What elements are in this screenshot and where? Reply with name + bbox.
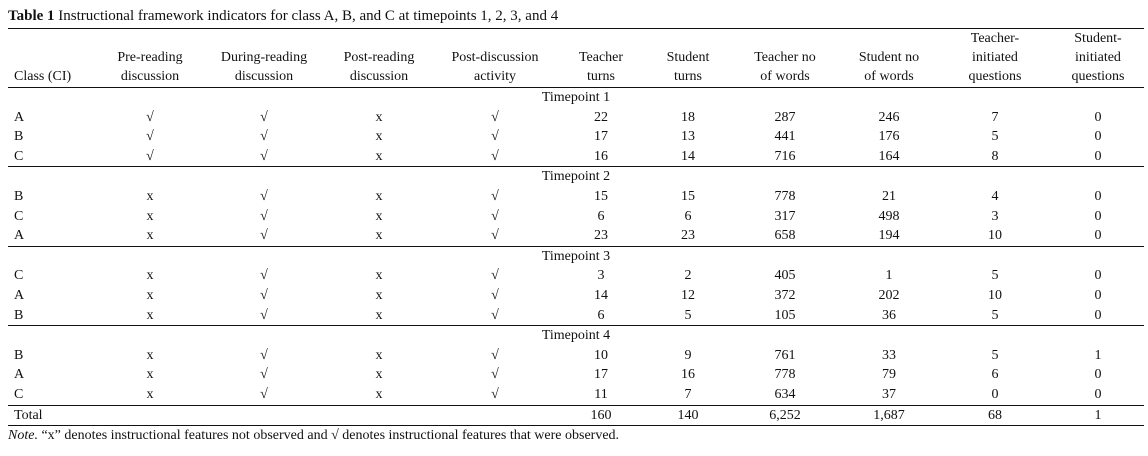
count-cell: 6 <box>991 367 999 383</box>
indicator-cell: x <box>146 188 154 204</box>
class-cell: B <box>14 307 24 323</box>
indicator-cell: x <box>146 208 154 224</box>
indicator-cell: √ <box>491 347 499 363</box>
indicator-cell: √ <box>146 129 154 145</box>
total-cell: 160 <box>556 405 646 426</box>
count-cell: 5 <box>991 268 999 284</box>
count-cell: 3 <box>597 268 605 284</box>
count-cell: 164 <box>878 148 900 164</box>
count-cell: 5 <box>684 307 692 323</box>
timepoint-label: Timepoint 3 <box>8 246 1144 266</box>
indicator-cell: √ <box>146 109 154 125</box>
indicator-cell: x <box>146 386 154 402</box>
indicator-cell: x <box>375 109 383 125</box>
column-header <box>324 29 434 88</box>
count-cell: 0 <box>1094 228 1102 244</box>
column-header-line: Pre-reading <box>117 50 183 65</box>
class-cell: B <box>14 347 24 363</box>
timepoint-header-row <box>8 167 1144 187</box>
class-cell: A <box>14 287 25 303</box>
indicators-table <box>8 28 1144 426</box>
count-cell: 0 <box>1094 109 1102 125</box>
count-cell: 0 <box>1094 287 1102 303</box>
note-text: “x” denotes instructional features not observed and √ denotes instructional features that were observed. <box>37 428 620 444</box>
count-cell: 0 <box>1094 386 1102 402</box>
count-cell: 37 <box>882 386 896 402</box>
count-cell: 287 <box>774 109 796 125</box>
count-cell: 405 <box>774 268 796 284</box>
count-cell: 17 <box>594 367 608 383</box>
table-row <box>8 226 1144 246</box>
column-header <box>204 29 324 88</box>
table-row <box>8 286 1144 306</box>
indicator-cell: √ <box>146 148 154 164</box>
column-header-line: discussion <box>349 69 409 84</box>
count-cell: 10 <box>594 347 608 363</box>
column-header-line: turns <box>674 69 702 84</box>
indicator-cell: √ <box>260 287 268 303</box>
class-cell: C <box>14 268 24 284</box>
indicator-cell: √ <box>260 129 268 145</box>
column-header-line: Student <box>666 50 710 65</box>
class-cell: B <box>14 188 24 204</box>
count-cell: 14 <box>681 148 695 164</box>
class-cell: A <box>14 109 25 125</box>
table-row <box>8 346 1144 366</box>
count-cell: 658 <box>774 228 796 244</box>
count-cell: 79 <box>882 367 896 383</box>
count-cell: 15 <box>594 188 608 204</box>
indicator-cell: √ <box>491 228 499 244</box>
total-cell: 6,252 <box>730 405 840 426</box>
table-row <box>8 365 1144 385</box>
count-cell: 2 <box>684 268 692 284</box>
timepoint-label: Timepoint 1 <box>541 90 611 105</box>
table-caption <box>8 6 1144 26</box>
total-cell: 140 <box>646 405 730 426</box>
indicator-cell: √ <box>491 109 499 125</box>
count-cell: 0 <box>1094 188 1102 204</box>
note-label: Note. <box>8 428 38 444</box>
indicator-cell: x <box>375 148 383 164</box>
total-cell <box>324 405 434 426</box>
total-cell <box>434 405 556 426</box>
count-cell: 5 <box>991 347 999 363</box>
timepoint-label: Timepoint 4 <box>8 326 1144 346</box>
indicator-cell: √ <box>260 347 268 363</box>
count-cell: 11 <box>594 386 608 402</box>
table-figure <box>8 0 1144 446</box>
count-cell: 36 <box>882 307 896 323</box>
timepoint-header-row <box>8 88 1144 108</box>
count-cell: 441 <box>774 129 796 145</box>
class-cell: C <box>14 208 24 224</box>
count-cell: 21 <box>882 188 896 204</box>
count-cell: 317 <box>774 208 796 224</box>
indicator-cell: √ <box>491 367 499 383</box>
count-cell: 17 <box>594 129 608 145</box>
column-header-line: initiated <box>972 50 1018 65</box>
count-cell: 15 <box>681 188 695 204</box>
column-header-line: Student no <box>858 50 920 65</box>
class-cell: C <box>14 148 24 164</box>
count-cell: 0 <box>1094 208 1102 224</box>
count-cell: 105 <box>774 307 796 323</box>
count-cell: 4 <box>991 188 999 204</box>
total-label: Total <box>8 405 96 426</box>
column-header <box>96 29 204 88</box>
column-header-line: During-reading <box>220 50 308 65</box>
column-header-line: Student- <box>1074 31 1122 46</box>
indicator-cell: x <box>146 287 154 303</box>
table-body <box>8 88 1144 426</box>
indicator-cell: √ <box>260 228 268 244</box>
column-header <box>1052 29 1144 88</box>
table-row <box>8 306 1144 326</box>
indicator-cell: √ <box>260 367 268 383</box>
indicator-cell: x <box>146 228 154 244</box>
indicator-cell: √ <box>491 287 499 303</box>
column-header-line: discussion <box>234 69 294 84</box>
indicator-cell: x <box>375 367 383 383</box>
indicator-cell: √ <box>260 268 268 284</box>
indicator-cell: √ <box>260 208 268 224</box>
column-header-line: Class (CI) <box>14 69 72 84</box>
count-cell: 16 <box>681 367 695 383</box>
count-cell: 0 <box>1094 148 1102 164</box>
class-cell: C <box>14 386 24 402</box>
count-cell: 1 <box>885 268 893 284</box>
count-cell: 778 <box>774 367 796 383</box>
count-cell: 372 <box>774 287 796 303</box>
column-header-line: initiated <box>1075 50 1121 65</box>
indicator-cell: x <box>375 287 383 303</box>
column-header-line: of words <box>760 69 810 84</box>
count-cell: 8 <box>991 148 999 164</box>
column-header-line: Teacher no <box>754 50 816 65</box>
total-cell: 1 <box>1052 405 1144 426</box>
table-row <box>8 266 1144 286</box>
indicator-cell: x <box>375 386 383 402</box>
count-cell: 0 <box>1094 129 1102 145</box>
table-row <box>8 108 1144 128</box>
count-cell: 23 <box>681 228 695 244</box>
column-header-line: Post-reading <box>343 50 415 65</box>
count-cell: 634 <box>774 386 796 402</box>
count-cell: 7 <box>684 386 692 402</box>
indicator-cell: x <box>375 188 383 204</box>
count-cell: 16 <box>594 148 608 164</box>
indicator-cell: √ <box>491 148 499 164</box>
header-row <box>8 29 1144 88</box>
timepoint-label: Timepoint 2 <box>8 167 1144 187</box>
table-row <box>8 207 1144 227</box>
indicator-cell: √ <box>491 268 499 284</box>
column-header-line: activity <box>474 69 516 84</box>
count-cell: 761 <box>774 347 796 363</box>
column-header-line: Teacher- <box>970 31 1020 46</box>
indicator-cell: √ <box>260 386 268 402</box>
indicator-cell: x <box>375 129 383 145</box>
table-title: Instructional framework indicators for class A, B, and C at timepoints 1, 2, 3, and 4 <box>54 8 559 24</box>
indicator-cell: x <box>375 347 383 363</box>
count-cell: 6 <box>597 208 605 224</box>
class-cell: B <box>14 129 24 145</box>
indicator-cell: x <box>375 228 383 244</box>
table-note <box>8 426 1144 446</box>
count-cell: 12 <box>681 287 695 303</box>
column-header <box>730 29 840 88</box>
column-header-line: questions <box>968 69 1022 84</box>
column-header-line: questions <box>1071 69 1125 84</box>
timepoint-header-row <box>8 326 1144 346</box>
count-cell: 778 <box>774 188 796 204</box>
count-cell: 10 <box>988 228 1002 244</box>
total-row <box>8 405 1144 426</box>
count-cell: 0 <box>1094 307 1102 323</box>
indicator-cell: √ <box>260 148 268 164</box>
count-cell: 176 <box>878 129 900 145</box>
count-cell: 716 <box>774 148 796 164</box>
indicator-cell: √ <box>260 307 268 323</box>
indicator-cell: √ <box>491 129 499 145</box>
column-header <box>840 29 938 88</box>
count-cell: 6 <box>684 208 692 224</box>
indicator-cell: x <box>146 307 154 323</box>
table-row <box>8 127 1144 147</box>
count-cell: 246 <box>878 109 900 125</box>
class-cell: A <box>14 367 25 383</box>
column-header <box>556 29 646 88</box>
count-cell: 0 <box>1094 268 1102 284</box>
count-cell: 5 <box>991 307 999 323</box>
column-header <box>938 29 1052 88</box>
count-cell: 22 <box>594 109 608 125</box>
count-cell: 1 <box>1094 347 1102 363</box>
count-cell: 0 <box>1094 367 1102 383</box>
total-cell <box>96 405 204 426</box>
timepoint-header-row <box>8 246 1144 266</box>
indicator-cell: x <box>146 367 154 383</box>
column-header <box>434 29 556 88</box>
count-cell: 7 <box>991 109 999 125</box>
total-cell: 68 <box>938 405 1052 426</box>
column-header-line: discussion <box>120 69 180 84</box>
table-row <box>8 187 1144 207</box>
count-cell: 9 <box>684 347 692 363</box>
count-cell: 3 <box>991 208 999 224</box>
count-cell: 10 <box>988 287 1002 303</box>
total-cell: 1,687 <box>840 405 938 426</box>
table-row <box>8 385 1144 405</box>
indicator-cell: √ <box>491 307 499 323</box>
indicator-cell: x <box>375 268 383 284</box>
count-cell: 202 <box>878 287 900 303</box>
count-cell: 23 <box>594 228 608 244</box>
column-header-line: turns <box>587 69 615 84</box>
column-header-line: of words <box>864 69 914 84</box>
count-cell: 498 <box>878 208 900 224</box>
total-cell <box>204 405 324 426</box>
indicator-cell: √ <box>260 188 268 204</box>
count-cell: 33 <box>882 347 896 363</box>
count-cell: 0 <box>991 386 999 402</box>
count-cell: 14 <box>594 287 608 303</box>
indicator-cell: x <box>375 208 383 224</box>
indicator-cell: √ <box>491 188 499 204</box>
table-row <box>8 147 1144 167</box>
indicator-cell: √ <box>491 386 499 402</box>
count-cell: 13 <box>681 129 695 145</box>
column-header-line: Teacher <box>578 50 624 65</box>
indicator-cell: x <box>375 307 383 323</box>
indicator-cell: x <box>146 347 154 363</box>
indicator-cell: x <box>146 268 154 284</box>
count-cell: 18 <box>681 109 695 125</box>
column-header-line: Post-discussion <box>451 50 539 65</box>
count-cell: 6 <box>597 307 605 323</box>
indicator-cell: √ <box>260 109 268 125</box>
column-header <box>8 29 96 88</box>
table-label: Table 1 <box>8 8 55 24</box>
count-cell: 5 <box>991 129 999 145</box>
count-cell: 194 <box>878 228 900 244</box>
indicator-cell: √ <box>491 208 499 224</box>
column-header <box>646 29 730 88</box>
class-cell: A <box>14 228 25 244</box>
